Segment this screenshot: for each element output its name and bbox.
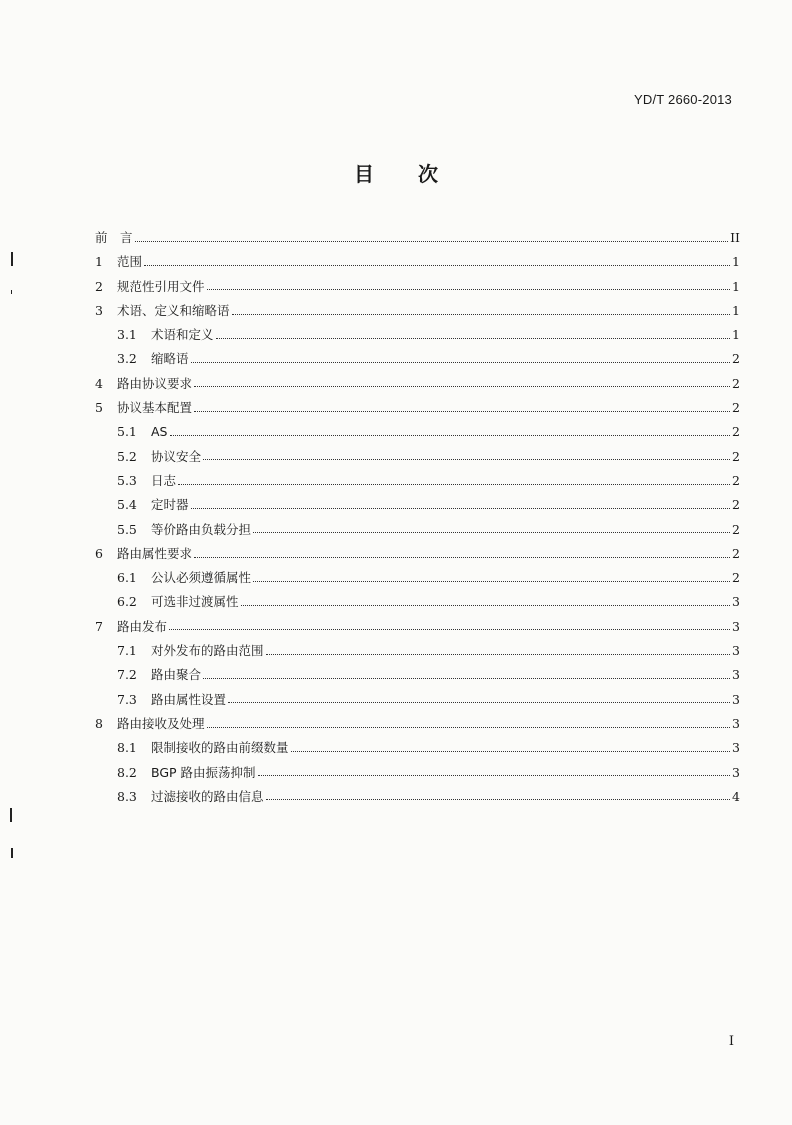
toc-entry-number: 5 <box>95 400 103 416</box>
toc-entry-page: 2 <box>732 424 740 440</box>
toc-entry-page: 2 <box>732 570 740 586</box>
toc-entry-number: 6 <box>95 545 103 561</box>
toc-entry-label: 范围 <box>117 254 143 270</box>
toc-entry-label: 路由接收及处理 <box>117 715 205 731</box>
toc-entry[interactable] <box>95 712 740 736</box>
toc-entry[interactable] <box>95 590 740 614</box>
dot-leader <box>207 289 730 290</box>
scan-artifact <box>11 252 13 266</box>
toc-entry-page: 2 <box>732 472 740 488</box>
dot-leader <box>253 532 730 533</box>
toc-entry-page: 1 <box>732 327 740 343</box>
toc-entry[interactable] <box>95 226 740 250</box>
toc-entry-label: 术语、定义和缩略语 <box>117 302 230 318</box>
scan-artifact <box>11 290 12 294</box>
toc-entry-number: 1 <box>95 254 103 270</box>
dot-leader <box>191 508 730 509</box>
toc-entry-page: 3 <box>732 594 740 610</box>
toc-entry[interactable] <box>95 566 740 590</box>
dot-leader <box>253 581 730 582</box>
toc-entry-number: 7 <box>95 618 103 634</box>
toc-entry-label: 协议安全 <box>151 448 202 464</box>
dot-leader <box>169 629 730 630</box>
toc-entry[interactable] <box>95 445 740 469</box>
page-number: I <box>728 1034 734 1049</box>
toc-entry-label: 限制接收的路由前缀数量 <box>151 740 289 756</box>
toc-entry-label: 路由属性要求 <box>117 545 193 561</box>
toc-entry-number: 6.2 <box>117 594 137 610</box>
toc-entry-page: 1 <box>732 278 740 294</box>
toc-entry[interactable] <box>95 469 740 493</box>
toc-entry[interactable] <box>95 347 740 371</box>
toc-entry-label: 前 言 <box>95 230 133 245</box>
toc-entry-label: 协议基本配置 <box>117 400 193 416</box>
toc-entry-number: 2 <box>95 278 103 294</box>
dot-leader <box>207 727 730 728</box>
table-of-contents <box>95 226 740 809</box>
dot-leader <box>170 435 731 436</box>
toc-entry-label: 缩略语 <box>151 351 189 367</box>
dot-leader <box>258 775 730 776</box>
toc-entry-page: II <box>730 230 740 245</box>
toc-entry[interactable] <box>95 615 740 639</box>
toc-entry-label: 规范性引用文件 <box>117 278 205 294</box>
toc-entry-label: 路由发布 <box>117 618 168 634</box>
toc-entry-number: 8 <box>95 715 103 731</box>
toc-entry-page: 3 <box>732 740 740 756</box>
scan-artifact <box>10 808 12 822</box>
toc-entry[interactable] <box>95 518 740 542</box>
toc-entry-number: 6.1 <box>117 570 137 586</box>
scan-artifact <box>11 848 13 858</box>
dot-leader <box>228 702 730 703</box>
toc-entry-label: 等价路由负载分担 <box>151 521 252 537</box>
toc-entry-number: 5.5 <box>117 521 137 537</box>
toc-entry-label: 过滤接收的路由信息 <box>151 788 264 804</box>
toc-entry[interactable] <box>95 688 740 712</box>
toc-entry-number: 5.1 <box>117 424 137 440</box>
toc-entry[interactable] <box>95 736 740 760</box>
toc-entry[interactable] <box>95 785 740 809</box>
document-code: YD/T 2660-2013 <box>634 92 732 107</box>
toc-entry[interactable] <box>95 420 740 444</box>
toc-entry-page: 2 <box>732 521 740 537</box>
toc-entry-page: 3 <box>732 691 740 707</box>
toc-entry-number: 4 <box>95 375 103 391</box>
toc-entry-page: 3 <box>732 643 740 659</box>
dot-leader <box>203 678 730 679</box>
toc-entry[interactable] <box>95 275 740 299</box>
toc-entry-number: 3 <box>95 302 103 318</box>
toc-entry[interactable] <box>95 663 740 687</box>
dot-leader <box>194 557 730 558</box>
toc-entry-label: BGP 路由振荡抑制 <box>151 764 256 780</box>
toc-entry-label: 路由属性设置 <box>151 691 227 707</box>
dot-leader <box>178 484 730 485</box>
dot-leader <box>203 459 730 460</box>
toc-entry-page: 2 <box>732 497 740 513</box>
dot-leader <box>266 799 730 800</box>
toc-entry[interactable] <box>95 299 740 323</box>
title-char-1: 目 <box>354 162 374 186</box>
toc-entry-page: 4 <box>732 788 740 804</box>
toc-entry[interactable] <box>95 493 740 517</box>
toc-entry-page: 3 <box>732 618 740 634</box>
toc-entry-page: 2 <box>732 545 740 561</box>
title-char-2: 次 <box>418 162 438 186</box>
toc-entry-number: 5.3 <box>117 472 137 488</box>
toc-entry-label: 对外发布的路由范围 <box>151 643 264 659</box>
toc-entry-page: 2 <box>732 351 740 367</box>
toc-entry-label: 可选非过渡属性 <box>151 594 239 610</box>
toc-entry[interactable] <box>95 250 740 274</box>
toc-entry-page: 3 <box>732 764 740 780</box>
dot-leader <box>216 338 730 339</box>
toc-entry-page: 2 <box>732 400 740 416</box>
toc-entry-page: 3 <box>732 667 740 683</box>
toc-entry-label: 路由聚合 <box>151 667 202 683</box>
toc-entry-number: 7.2 <box>117 667 137 683</box>
toc-entry-number: 7.1 <box>117 643 137 659</box>
dot-leader <box>232 314 730 315</box>
toc-entry-label: 公认必须遵循属性 <box>151 570 252 586</box>
toc-entry[interactable] <box>95 639 740 663</box>
toc-entry-number: 3.1 <box>117 327 137 343</box>
toc-entry[interactable] <box>95 542 740 566</box>
dot-leader <box>241 605 730 606</box>
dot-leader <box>291 751 730 752</box>
page-title <box>0 158 792 187</box>
toc-entry-label: 路由协议要求 <box>117 375 193 391</box>
dot-leader <box>135 241 729 242</box>
dot-leader <box>194 411 730 412</box>
toc-entry-number: 5.2 <box>117 448 137 464</box>
toc-entry[interactable] <box>95 323 740 347</box>
toc-entry-page: 2 <box>732 375 740 391</box>
toc-entry-page: 3 <box>732 715 740 731</box>
dot-leader <box>191 362 730 363</box>
toc-entry-number: 5.4 <box>117 497 137 513</box>
toc-entry-label: AS <box>151 424 168 440</box>
toc-entry[interactable] <box>95 396 740 420</box>
toc-entry-number: 8.1 <box>117 740 137 756</box>
toc-entry-label: 日志 <box>151 472 177 488</box>
toc-entry-page: 1 <box>732 254 740 270</box>
toc-entry-number: 8.2 <box>117 764 137 780</box>
toc-entry-label: 术语和定义 <box>151 327 214 343</box>
toc-entry-label: 定时器 <box>151 497 189 513</box>
dot-leader <box>194 386 730 387</box>
toc-entry-number: 3.2 <box>117 351 137 367</box>
toc-entry-page: 1 <box>732 302 740 318</box>
toc-entry[interactable] <box>95 761 740 785</box>
toc-entry-number: 8.3 <box>117 788 137 804</box>
toc-entry-number: 7.3 <box>117 691 137 707</box>
toc-entry-page: 2 <box>732 448 740 464</box>
dot-leader <box>266 654 730 655</box>
dot-leader <box>144 265 730 266</box>
toc-entry[interactable] <box>95 372 740 396</box>
